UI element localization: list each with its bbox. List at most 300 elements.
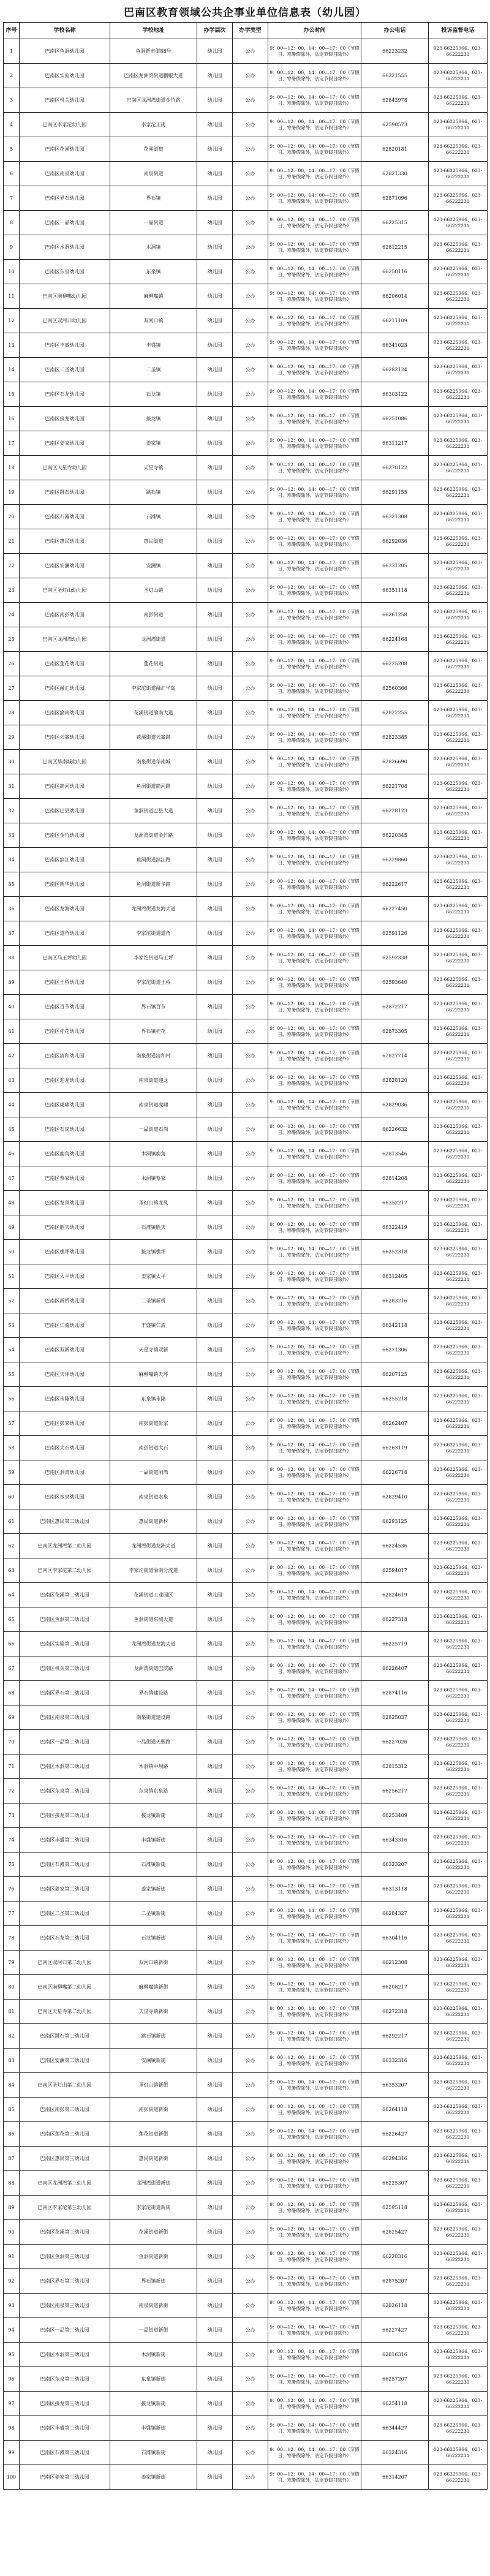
cell-no: 79 (4, 1951, 20, 1975)
cell-address: 李家沱街道融汇半岛 (110, 676, 197, 701)
cell-no: 21 (4, 529, 20, 554)
cell-no: 65 (4, 1607, 20, 1632)
cell-type: 公办 (233, 554, 268, 578)
cell-name: 巴南区南泉幼儿园 (20, 162, 110, 186)
cell-phone: 66353207 (361, 2073, 429, 2098)
cell-hours: 9：00—12：00，14：00—17：00（节假日、寒暑假除外，法定节假日除外） (268, 1240, 361, 1264)
cell-type: 公办 (233, 1264, 268, 1289)
cell-hours: 9：00—12：00，14：00—17：00（节假日、寒暑假除外，法定节假日除外） (268, 652, 361, 676)
cell-type: 公办 (233, 1754, 268, 1779)
cell-name: 巴南区李家沱幼儿园 (20, 113, 110, 137)
cell-hours: 9：00—12：00，14：00—17：00（节假日、寒暑假除外，法定节假日除外） (268, 1632, 361, 1656)
cell-complaint: 023-66225966、023-66222231 (429, 2171, 488, 2196)
cell-name: 巴南区马王坪幼儿园 (20, 946, 110, 970)
cell-phone: 66254118 (361, 2392, 429, 2416)
cell-hours: 9：00—12：00，14：00—17：00（节假日、寒暑假除外，法定节假日除外） (268, 578, 361, 603)
cell-level: 幼儿园 (197, 1313, 233, 1338)
cell-name: 巴南区花溪第三幼儿园 (20, 2220, 110, 2245)
cell-level: 幼儿园 (197, 921, 233, 946)
table-row (4, 1289, 488, 1313)
cell-type: 公办 (233, 309, 268, 333)
cell-hours: 9：00—12：00，14：00—17：00（节假日、寒暑假除外，法定节假日除外） (268, 970, 361, 995)
cell-level: 幼儿园 (197, 211, 233, 235)
cell-level: 幼儿园 (197, 1264, 233, 1289)
cell-complaint: 023-66225966、023-66222231 (429, 1583, 488, 1607)
table-row (4, 554, 488, 578)
cell-no: 89 (4, 2196, 20, 2220)
cell-name: 巴南区接龙幼儿园 (20, 407, 110, 431)
cell-name: 巴南区石龙幼儿园 (20, 382, 110, 407)
cell-phone: 66256217 (361, 1779, 429, 1804)
cell-hours: 9：00—12：00，14：00—17：00（节假日、寒暑假除外，法定节假日除外） (268, 2196, 361, 2220)
cell-complaint: 023-66225966、023-66222231 (429, 211, 488, 235)
cell-level: 幼儿园 (197, 1534, 233, 1558)
cell-type: 公办 (233, 1705, 268, 1730)
cell-address: 姜家镇太平 (110, 1264, 197, 1289)
table-row (4, 872, 488, 897)
cell-no: 32 (4, 799, 20, 823)
cell-level: 幼儿园 (197, 480, 233, 505)
page-title: 巴南区教育领域公共企事业单位信息表（幼儿园） (124, 7, 366, 19)
cell-hours: 9：00—12：00，14：00—17：00（节假日、寒暑假除外，法定节假日除外） (268, 88, 361, 113)
cell-type: 公办 (233, 2000, 268, 2024)
cell-hours: 9：00—12：00，14：00—17：00（节假日、寒暑假除外，法定节假日除外） (268, 1019, 361, 1044)
cell-address: 南泉街道虎啸 (110, 1093, 197, 1117)
cell-complaint: 023-66225966、023-66222231 (429, 2294, 488, 2318)
cell-level: 幼儿园 (197, 333, 233, 358)
cell-no: 90 (4, 2220, 20, 2245)
cell-type: 公办 (233, 162, 268, 186)
cell-phone: 66313118 (361, 1877, 429, 1902)
cell-type: 公办 (233, 2122, 268, 2147)
cell-name: 巴南区机关第二幼儿园 (20, 1656, 110, 1681)
cell-complaint: 023-66225966、023-66222231 (429, 2049, 488, 2073)
table-row (4, 2441, 488, 2465)
cell-phone: 66226427 (361, 2122, 429, 2147)
cell-phone: 66225719 (361, 1632, 429, 1656)
cell-level: 幼儿园 (197, 1068, 233, 1093)
cell-no: 16 (4, 407, 20, 431)
cell-hours: 9：00—12：00，14：00—17：00（节假日、寒暑假除外，法定节假日除外） (268, 2343, 361, 2367)
cell-name: 巴南区安澜第二幼儿园 (20, 2049, 110, 2073)
table-row (4, 1436, 488, 1460)
cell-type: 公办 (233, 284, 268, 309)
cell-phone: 66314207 (361, 2465, 429, 2490)
cell-complaint: 023-66225966、023-66222231 (429, 1730, 488, 1754)
cell-name: 巴南区接龙第二幼儿园 (20, 1804, 110, 1828)
cell-hours: 9：00—12：00，14：00—17：00（节假日、寒暑假除外，法定节假日除外） (268, 1583, 361, 1607)
cell-type: 公办 (233, 970, 268, 995)
cell-address: 接龙镇樵坪 (110, 1240, 197, 1264)
cell-no: 47 (4, 1166, 20, 1191)
cell-type: 公办 (233, 774, 268, 799)
cell-phone: 66212308 (361, 1951, 429, 1975)
cell-type: 公办 (233, 358, 268, 382)
cell-no: 62 (4, 1534, 20, 1558)
cell-phone: 62812215 (361, 235, 429, 260)
cell-no: 66 (4, 1632, 20, 1656)
cell-phone: 66292036 (361, 529, 429, 554)
cell-type: 公办 (233, 1583, 268, 1607)
cell-name: 巴南区南彭第二幼儿园 (20, 2098, 110, 2122)
table-row (4, 2024, 488, 2049)
cell-address: 龙洲湾街道龙海大道 (110, 897, 197, 921)
cell-level: 幼儿园 (197, 1656, 233, 1681)
cell-complaint: 023-66225966、023-66222231 (429, 1068, 488, 1093)
cell-type: 公办 (233, 946, 268, 970)
table-row (4, 725, 488, 750)
cell-address: 圣灯山镇 (110, 578, 197, 603)
cell-type: 公办 (233, 995, 268, 1019)
cell-address: 天星寺镇新街 (110, 2000, 197, 2024)
cell-type: 公办 (233, 113, 268, 137)
cell-phone: 62875207 (361, 2269, 429, 2294)
cell-type: 公办 (233, 88, 268, 113)
cell-complaint: 023-66225966、023-66222231 (429, 1460, 488, 1485)
cell-type: 公办 (233, 848, 268, 872)
table-row (4, 2171, 488, 2196)
cell-name: 巴南区石岗幼儿园 (20, 1117, 110, 1142)
cell-name: 巴南区双河口幼儿园 (20, 309, 110, 333)
cell-type: 公办 (233, 1632, 268, 1656)
cell-level: 幼儿园 (197, 1044, 233, 1068)
cell-type: 公办 (233, 1166, 268, 1191)
cell-complaint: 023-66225966、023-66222231 (429, 382, 488, 407)
cell-name: 巴南区仁流幼儿园 (20, 1313, 110, 1338)
cell-name: 巴南区巴县幼儿园 (20, 799, 110, 823)
cell-complaint: 023-66225966、023-66222231 (429, 1902, 488, 1926)
cell-name: 巴南区蔡家幼儿园 (20, 1166, 110, 1191)
cell-level: 幼儿园 (197, 1754, 233, 1779)
cell-name: 巴南区一品第三幼儿园 (20, 2318, 110, 2343)
table-row (4, 1338, 488, 1362)
cell-type: 公办 (233, 64, 268, 88)
cell-address: 南彭街道新街 (110, 2098, 197, 2122)
cell-complaint: 023-66225966、023-66222231 (429, 2343, 488, 2367)
cell-phone: 62593640 (361, 970, 429, 995)
cell-no: 49 (4, 1215, 20, 1240)
cell-no: 91 (4, 2245, 20, 2269)
cell-complaint: 023-66225966、023-66222231 (429, 554, 488, 578)
cell-name: 巴南区一品第二幼儿园 (20, 1730, 110, 1754)
cell-no: 75 (4, 1853, 20, 1877)
cell-phone: 66303122 (361, 382, 429, 407)
table-row (4, 2220, 488, 2245)
cell-hours: 9：00—12：00，14：00—17：00（节假日、寒暑假除外，法定节假日除外） (268, 1607, 361, 1632)
cell-complaint: 023-66225966、023-66222231 (429, 774, 488, 799)
cell-level: 幼儿园 (197, 2073, 233, 2098)
cell-level: 幼儿园 (197, 554, 233, 578)
cell-no: 27 (4, 676, 20, 701)
cell-type: 公办 (233, 382, 268, 407)
cell-hours: 9：00—12：00，14：00—17：00（节假日、寒暑假除外，法定节假日除外） (268, 2441, 361, 2465)
cell-type: 公办 (233, 2147, 268, 2171)
cell-phone: 62825037 (361, 1705, 429, 1730)
cell-type: 公办 (233, 2343, 268, 2367)
table-row (4, 1853, 488, 1877)
cell-no: 15 (4, 382, 20, 407)
cell-type: 公办 (233, 1338, 268, 1362)
cell-level: 幼儿园 (197, 2171, 233, 2196)
table-row (4, 309, 488, 333)
cell-hours: 9：00—12：00，14：00—17：00（节假日、寒暑假除外，法定节假日除外） (268, 1142, 361, 1166)
cell-name: 巴南区天坪幼儿园 (20, 1362, 110, 1387)
cell-address: 东泉镇 (110, 260, 197, 284)
table-row (4, 1509, 488, 1534)
cell-no: 73 (4, 1804, 20, 1828)
cell-phone: 66227026 (361, 1730, 429, 1754)
cell-level: 幼儿园 (197, 1558, 233, 1583)
cell-complaint: 023-66225966、023-66222231 (429, 113, 488, 137)
table-row (4, 1240, 488, 1264)
cell-hours: 9：00—12：00，14：00—17：00（节假日、寒暑假除外，法定节假日除外） (268, 1166, 361, 1191)
table-row (4, 946, 488, 970)
cell-hours: 9：00—12：00，14：00—17：00（节假日、寒暑假除外，法定节假日除外） (268, 799, 361, 823)
cell-address: 鱼洞街道巴县大道 (110, 799, 197, 823)
cell-type: 公办 (233, 211, 268, 235)
cell-type: 公办 (233, 2416, 268, 2441)
cell-hours: 9：00—12：00，14：00—17：00（节假日、寒暑假除外，法定节假日除外） (268, 2098, 361, 2122)
cell-no: 56 (4, 1387, 20, 1411)
cell-hours: 9：00—12：00，14：00—17：00（节假日、寒暑假除外，法定节假日除外） (268, 333, 361, 358)
cell-name: 巴南区土桥幼儿园 (20, 970, 110, 995)
cell-address: 南泉街道 (110, 162, 197, 186)
cell-name: 巴南区石滩第三幼儿园 (20, 2441, 110, 2465)
cell-level: 幼儿园 (197, 1877, 233, 1902)
cell-name: 巴南区圣灯山第二幼儿园 (20, 2073, 110, 2098)
cell-name: 巴南区虎啸幼儿园 (20, 1093, 110, 1117)
cell-address: 花溪街道渝南大道 (110, 701, 197, 725)
cell-phone: 66223232 (361, 39, 429, 64)
cell-hours: 9：00—12：00，14：00—17：00（节假日、寒暑假除外，法定节假日除外） (268, 1656, 361, 1681)
header-row (4, 23, 488, 39)
cell-complaint: 023-66225966、023-66222231 (429, 725, 488, 750)
cell-complaint: 023-66225966、023-66222231 (429, 2147, 488, 2171)
cell-type: 公办 (233, 750, 268, 774)
table-row (4, 774, 488, 799)
cell-phone: 66311217 (361, 431, 429, 456)
table-row (4, 382, 488, 407)
cell-no: 2 (4, 64, 20, 88)
cell-complaint: 023-66225966、023-66222231 (429, 1338, 488, 1362)
cell-address: 南泉街道迎龙 (110, 1068, 197, 1093)
cell-complaint: 023-66225966、023-66222231 (429, 872, 488, 897)
cell-address: 一品街道洞湾 (110, 1460, 197, 1485)
table-row (4, 627, 488, 652)
cell-hours: 9：00—12：00，14：00—17：00（节假日、寒暑假除外，法定节假日除外） (268, 235, 361, 260)
cell-level: 幼儿园 (197, 2392, 233, 2416)
cell-no: 8 (4, 211, 20, 235)
table-row (4, 1093, 488, 1117)
cell-no: 71 (4, 1754, 20, 1779)
cell-no: 54 (4, 1338, 20, 1362)
cell-address: 南彭街道彭家 (110, 1411, 197, 1436)
cell-address: 一品街道石岗 (110, 1117, 197, 1142)
cell-hours: 9：00—12：00，14：00—17：00（节假日、寒暑假除外，法定节假日除外） (268, 2294, 361, 2318)
cell-level: 幼儿园 (197, 1926, 233, 1951)
table-row (4, 1656, 488, 1681)
cell-address: 花溪街道 (110, 137, 197, 162)
cell-complaint: 023-66225966、023-66222231 (429, 1779, 488, 1804)
cell-level: 幼儿园 (197, 2367, 233, 2392)
cell-address: 麻柳嘴镇天坪 (110, 1362, 197, 1387)
table-row (4, 162, 488, 186)
cell-level: 幼儿园 (197, 88, 233, 113)
cell-type: 公办 (233, 1313, 268, 1338)
cell-address: 龙洲湾街道巴滨路 (110, 1656, 197, 1681)
cell-phone: 66226718 (361, 1460, 429, 1485)
cell-no: 48 (4, 1191, 20, 1215)
cell-name: 巴南区木洞幼儿园 (20, 235, 110, 260)
cell-hours: 9：00—12：00，14：00—17：00（节假日、寒暑假除外，法定节假日除外） (268, 750, 361, 774)
cell-hours: 9：00—12：00，14：00—17：00（节假日、寒暑假除外，法定节假日除外） (268, 260, 361, 284)
cell-name: 巴南区龙洲湾幼儿园 (20, 627, 110, 652)
cell-type: 公办 (233, 1019, 268, 1044)
cell-address: 二圣镇 (110, 358, 197, 382)
cell-name: 巴南区清和幼儿园 (20, 1044, 110, 1068)
cell-complaint: 023-66225966、023-66222231 (429, 137, 488, 162)
cell-address: 木洞镇新街 (110, 2343, 197, 2367)
cell-type: 公办 (233, 1534, 268, 1558)
cell-address: 巴南区龙洲湾街道鹏鲲大道 (110, 64, 197, 88)
cell-address: 天星寺镇双新 (110, 1338, 197, 1362)
table-row (4, 652, 488, 676)
cell-address: 鱼洞街道东城大道 (110, 1607, 197, 1632)
cell-hours: 9：00—12：00，14：00—17：00（节假日、寒暑假除外，法定节假日除外） (268, 1117, 361, 1142)
cell-name: 巴南区龙洲湾第二幼儿园 (20, 1534, 110, 1558)
table-row (4, 1975, 488, 2000)
table-row (4, 431, 488, 456)
cell-type: 公办 (233, 578, 268, 603)
cell-hours: 9：00—12：00，14：00—17：00（节假日、寒暑假除外，法定节假日除外） (268, 1951, 361, 1975)
cell-name: 巴南区木洞第三幼儿园 (20, 2343, 110, 2367)
cell-hours: 9：00—12：00，14：00—17：00（节假日、寒暑假除外，法定节假日除外） (268, 2245, 361, 2269)
cell-type: 公办 (233, 1215, 268, 1240)
cell-no: 26 (4, 652, 20, 676)
cell-phone: 66262407 (361, 1411, 429, 1436)
cell-no: 70 (4, 1730, 20, 1754)
cell-name: 巴南区彭家幼儿园 (20, 1411, 110, 1436)
table-row (4, 211, 488, 235)
cell-type: 公办 (233, 1362, 268, 1387)
cell-type: 公办 (233, 2196, 268, 2220)
cell-no: 97 (4, 2392, 20, 2416)
cell-level: 幼儿园 (197, 1730, 233, 1754)
table-row (4, 921, 488, 946)
table-row (4, 1460, 488, 1485)
cell-name: 巴南区新华幼儿园 (20, 872, 110, 897)
cell-level: 幼儿园 (197, 1117, 233, 1142)
cell-level: 幼儿园 (197, 2294, 233, 2318)
table-row (4, 1705, 488, 1730)
table-row (4, 1191, 488, 1215)
cell-phone: 66227450 (361, 897, 429, 921)
cell-complaint: 023-66225966、023-66222231 (429, 2269, 488, 2294)
cell-hours: 9：00—12：00，14：00—17：00（节假日、寒暑假除外，法定节假日除外） (268, 725, 361, 750)
cell-no: 58 (4, 1436, 20, 1460)
cell-level: 幼儿园 (197, 2098, 233, 2122)
cell-no: 60 (4, 1485, 20, 1509)
cell-name: 巴南区新桥幼儿园 (20, 1289, 110, 1313)
cell-address: 木洞镇鹿角 (110, 1142, 197, 1166)
cell-hours: 9：00—12：00，14：00—17：00（节假日、寒暑假除外，法定节假日除外） (268, 921, 361, 946)
cell-level: 幼儿园 (197, 1387, 233, 1411)
cell-address: 天星寺镇 (110, 456, 197, 480)
cell-phone: 66293125 (361, 1509, 429, 1534)
cell-level: 幼儿园 (197, 1215, 233, 1240)
cell-name: 巴南区木洞第二幼儿园 (20, 1754, 110, 1779)
cell-name: 巴南区丰盛第二幼儿园 (20, 1828, 110, 1853)
cell-level: 幼儿园 (197, 725, 233, 750)
cell-level: 幼儿园 (197, 1460, 233, 1485)
cell-address: 双河口镇 (110, 309, 197, 333)
cell-no: 3 (4, 88, 20, 113)
cell-name: 巴南区胜天幼儿园 (20, 1215, 110, 1240)
cell-name: 巴南区一品幼儿园 (20, 211, 110, 235)
cell-type: 公办 (233, 1877, 268, 1902)
cell-address: 界石镇 (110, 186, 197, 211)
cell-phone: 66322419 (361, 1215, 429, 1240)
cell-hours: 9：00—12：00，14：00—17：00（节假日、寒暑假除外，法定节假日除外） (268, 1534, 361, 1558)
cell-name: 巴南区东泉幼儿园 (20, 260, 110, 284)
cell-address: 李家沱街道新街 (110, 2196, 197, 2220)
cell-level: 幼儿园 (197, 1142, 233, 1166)
cell-hours: 9：00—12：00，14：00—17：00（节假日、寒暑假除外，法定节假日除外） (268, 603, 361, 627)
cell-name: 巴南区花溪第二幼儿园 (20, 1583, 110, 1607)
cell-complaint: 023-66225966、023-66222231 (429, 2465, 488, 2490)
cell-phone: 66321308 (361, 505, 429, 529)
cell-no: 25 (4, 627, 20, 652)
cell-phone: 66283216 (361, 1289, 429, 1313)
cell-complaint: 023-66225966、023-66222231 (429, 1951, 488, 1975)
cell-level: 幼儿园 (197, 1951, 233, 1975)
cell-type: 公办 (233, 1607, 268, 1632)
cell-name: 巴南区天星寺第二幼儿园 (20, 2000, 110, 2024)
cell-phone: 66263119 (361, 1436, 429, 1460)
cell-type: 公办 (233, 1558, 268, 1583)
cell-complaint: 023-66225966、023-66222231 (429, 970, 488, 995)
cell-phone: 66264118 (361, 2098, 429, 2122)
cell-hours: 9：00—12：00，14：00—17：00（节假日、寒暑假除外，法定节假日除外） (268, 2024, 361, 2049)
table-row (4, 750, 488, 774)
cell-complaint: 023-66225966、023-66222231 (429, 897, 488, 921)
cell-phone: 66255218 (361, 1387, 429, 1411)
cell-complaint: 023-66225966、023-66222231 (429, 1362, 488, 1387)
cell-hours: 9：00—12：00，14：00—17：00（节假日、寒暑假除外，法定节假日除外） (268, 1681, 361, 1705)
cell-type: 公办 (233, 2441, 268, 2465)
cell-hours: 9：00—12：00，14：00—17：00（节假日、寒暑假除外，法定节假日除外） (268, 1387, 361, 1411)
cell-hours: 9：00—12：00，14：00—17：00（节假日、寒暑假除外，法定节假日除外） (268, 1877, 361, 1902)
table-row (4, 407, 488, 431)
table-row (4, 529, 488, 554)
cell-level: 幼儿园 (197, 1436, 233, 1460)
cell-complaint: 023-66225966、023-66222231 (429, 1558, 488, 1583)
cell-no: 88 (4, 2171, 20, 2196)
cell-hours: 9：00—12：00，14：00—17：00（节假日、寒暑假除外，法定节假日除外） (268, 529, 361, 554)
cell-complaint: 023-66225966、023-66222231 (429, 1264, 488, 1289)
cell-hours: 9：00—12：00，14：00—17：00（节假日、寒暑假除外，法定节假日除外） (268, 2318, 361, 2343)
cell-type: 公办 (233, 1093, 268, 1117)
cell-name: 巴南区南彭幼儿园 (20, 603, 110, 627)
cell-type: 公办 (233, 2049, 268, 2073)
cell-name: 巴南区东泉第二幼儿园 (20, 1779, 110, 1804)
cell-address: 惠民街道新村 (110, 1509, 197, 1534)
cell-level: 幼儿园 (197, 382, 233, 407)
cell-name: 巴南区华南城幼儿园 (20, 750, 110, 774)
cell-hours: 9：00—12：00，14：00—17：00（节假日、寒暑假除外，法定节假日除外） (268, 1436, 361, 1460)
table-row (4, 603, 488, 627)
cell-complaint: 023-66225966、023-66222231 (429, 578, 488, 603)
